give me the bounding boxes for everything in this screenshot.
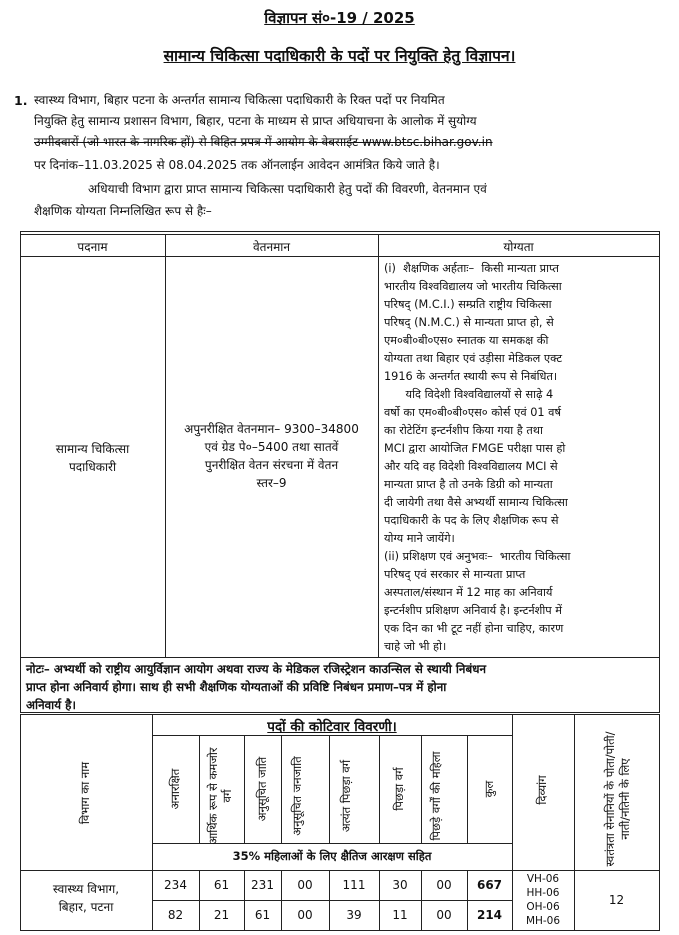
qual-line-20: इन्टर्नशीप प्रशिक्षण अनिवार्य है। इन्टर्नशीप में bbox=[384, 604, 563, 617]
department-name bbox=[20, 880, 152, 916]
qual-line-15: पदाधिकारी के पद के लिए शैक्षणिक रूप से bbox=[384, 514, 559, 527]
note-text bbox=[26, 660, 656, 714]
column-ews: आर्थिक रूप से कमजोर वर्ग bbox=[206, 747, 234, 845]
category-table-title: पदों की कोटिवार विवरणी। bbox=[267, 719, 397, 735]
post-name bbox=[20, 440, 165, 476]
qual-line-17: (ii) प्रशिक्षण एवं अनुभवः– भारतीय चिकित्सा bbox=[384, 550, 571, 563]
column-sc: अनुसूचित जाति bbox=[255, 756, 269, 822]
divyang-hh: HH-06 bbox=[526, 887, 560, 899]
row1-sc: 231 bbox=[251, 878, 274, 892]
qual-line-13: मान्यता प्राप्त है तो उनके डिग्री को मान्यता bbox=[384, 478, 553, 491]
intro-line-5: अधियाची विभाग द्वारा प्राप्त सामान्य चिकित्सा पदाधिकारी हेतु पदों की विवरणी, वेतनमान एवं bbox=[88, 182, 487, 196]
row2-bc: 11 bbox=[392, 908, 408, 922]
qual-line-1: (i) शैक्षणिक अर्हताः– किसी मान्यता प्राप्त bbox=[384, 262, 559, 275]
pay-line-3: पुनरीक्षित वेतन संरचना में वेतन bbox=[204, 458, 339, 472]
pay-line-1: अपुनरीक्षित वेतनमान– 9300–34800 bbox=[184, 422, 359, 436]
header-qualification: योग्यता bbox=[503, 240, 534, 254]
qual-line-12: और यदि वह विदेशी विश्वविद्यालय MCI से bbox=[384, 460, 558, 473]
header-post-name: पदनाम bbox=[77, 240, 108, 254]
row1-bc-women: 00 bbox=[436, 878, 452, 892]
qual-line-16: योग्य माने जायेंगे। bbox=[384, 532, 455, 545]
qual-line-18: परिषद् एवं सरकार से मान्यता प्राप्त bbox=[384, 568, 526, 581]
pay-line-4: स्तर–9 bbox=[256, 476, 287, 490]
department-line-1: स्वास्थ्य विभाग, bbox=[52, 882, 120, 896]
note-line-1: नोटः– अभ्यर्थी को राष्ट्रीय आयुर्विज्ञान आयोग अथवा राज्य के मेडिकल रजिस्ट्रेशन काउन्सिल से स्थायी निबंधन bbox=[26, 662, 487, 676]
column-bc-women: पिछड़े वर्गों की महिला bbox=[429, 751, 443, 841]
qual-line-21: एक दिन का भी टूट नहीं होना चाहिए, कारण bbox=[384, 622, 564, 635]
intro-line-4: पर दिनांक–11.03.2025 से 08.04.2025 तक ऑनलाईन आवेदन आमंत्रित किये जाते है। bbox=[34, 158, 440, 172]
column-st: अनुसूचित जनजाति bbox=[290, 756, 304, 836]
qual-line-19: अस्पताल/संस्थान में 12 माह का अनिवार्य bbox=[384, 586, 553, 599]
qual-line-9: वर्षो का एम०बी०बी०एस० कोर्स एवं 01 वर्ष bbox=[384, 406, 561, 419]
qual-line-22: चाहे जो भी हो। bbox=[384, 640, 447, 653]
row2-unreserved: 82 bbox=[167, 908, 184, 922]
row2-sc: 61 bbox=[254, 908, 271, 922]
page-title: सामान्य चिकित्सा पदाधिकारी के पदों पर नियुक्ति हेतु विज्ञापन। bbox=[163, 47, 516, 65]
qual-line-6: योग्यता तथा बिहार एवं उड़ीसा मेडिकल एक्ट bbox=[384, 352, 563, 365]
note-line-2: प्राप्त होना अनिवार्य होगा। साथ ही सभी शैक्षणिक योग्यताओं की प्रविष्टि निबंधन प्रमाण–पत्र में होना bbox=[26, 680, 447, 694]
intro-line-2: नियुक्ति हेतु सामान्य प्रशासन विभाग, बिहार, पटना के माध्यम से प्राप्त अधियाचना के आलोक में सुयोग्य bbox=[34, 114, 477, 128]
department-line-2: बिहार, पटना bbox=[58, 900, 114, 914]
column-department: विभाग का नाम bbox=[78, 761, 92, 825]
row1-ebc: 111 bbox=[342, 878, 366, 892]
column-total: कुल bbox=[482, 780, 496, 798]
qual-line-4: परिषद् (N.M.C.) से मान्यता प्राप्त हो, से bbox=[384, 316, 554, 329]
qual-line-3: परिषद् (M.C.I.) सम्प्रति राष्ट्रीय चिकित्सा bbox=[384, 298, 552, 311]
advertisement-number: विज्ञापन सं०-19 / 2025 bbox=[264, 9, 415, 27]
column-ebc: अत्यंत पिछड़ा वर्ग bbox=[339, 759, 353, 833]
qual-line-14: दी जायेगी तथा वैसे अभ्यर्थी सामान्य चिकित्सा bbox=[384, 496, 568, 509]
column-freedom-fighter: स्वतंत्रता सेनानियों के पोता/पोती/नाती/नतिनी के लिए bbox=[603, 731, 632, 867]
row1-unreserved: 234 bbox=[164, 878, 187, 892]
column-bc: पिछड़ा वर्ग bbox=[392, 767, 406, 811]
row2-bc-women: 00 bbox=[436, 908, 452, 922]
column-divyang: दिव्यांग bbox=[535, 775, 549, 805]
row1-total: 667 bbox=[476, 878, 503, 892]
row1-bc: 30 bbox=[392, 878, 408, 892]
intro-line-6: शैक्षणिक योग्यता निम्नलिखित रूप से हैः– bbox=[34, 204, 212, 218]
reservation-note: 35% महिलाओं के लिए क्षैतिज आरक्षण सहित bbox=[232, 849, 432, 863]
header-pay-scale: वेतनमान bbox=[252, 240, 291, 254]
qual-line-5: एम०बी०बी०एस० स्नातक या समकक्ष की bbox=[384, 334, 549, 347]
divyang-list bbox=[512, 872, 574, 928]
pay-scale bbox=[165, 420, 378, 492]
pay-line-2: एवं ग्रेड पे०–5400 तथा सातवें bbox=[204, 440, 339, 454]
row2-ews: 21 bbox=[213, 908, 230, 922]
note-line-3: अनिवार्य है। bbox=[26, 698, 76, 712]
qual-line-8: यदि विदेशी विश्वविद्यालयों से साढ़े 4 bbox=[384, 388, 554, 401]
qual-line-2: भारतीय विश्वविद्यालय जो भारतीय चिकित्सा bbox=[384, 280, 562, 293]
freedom-fighter-value: 12 bbox=[608, 893, 625, 907]
divyang-vh: VH-06 bbox=[526, 873, 560, 885]
row1-st: 00 bbox=[297, 878, 313, 892]
divyang-mh: MH-06 bbox=[525, 915, 561, 927]
intro-line-1: स्वास्थ्य विभाग, बिहार पटना के अन्तर्गत सामान्य चिकित्सा पदाधिकारी के रिक्त पदों पर नियमित bbox=[34, 93, 445, 107]
paragraph-number: 1. bbox=[14, 93, 28, 108]
column-unreserved: अनारक्षित bbox=[168, 768, 182, 810]
qualification-text bbox=[384, 260, 656, 656]
row2-st: 00 bbox=[297, 908, 313, 922]
post-name-line-1: सामान्य चिकित्सा bbox=[55, 442, 130, 456]
qual-line-10: का रोटेटिंग इन्टर्नशीप किया गया है तथा bbox=[384, 424, 543, 437]
post-name-line-2: पदाधिकारी bbox=[68, 460, 117, 474]
row2-total: 214 bbox=[476, 908, 503, 922]
row2-ebc: 39 bbox=[346, 908, 362, 922]
qual-line-11: MCI द्वारा आयोजित FMGE परीक्षा पास हो bbox=[384, 442, 566, 455]
qual-line-7: 1916 के अन्तर्गत स्थायी रूप से निबंधित। bbox=[384, 370, 558, 383]
intro-line-3: उम्मीदवारों (जो भारत के नागरिक हों) से विहित प्रपत्र में आयोग के वेबसाईट www.btsc.bihar.gov.in bbox=[34, 135, 493, 149]
row1-ews: 61 bbox=[213, 878, 230, 892]
divyang-oh: OH-06 bbox=[526, 901, 560, 913]
